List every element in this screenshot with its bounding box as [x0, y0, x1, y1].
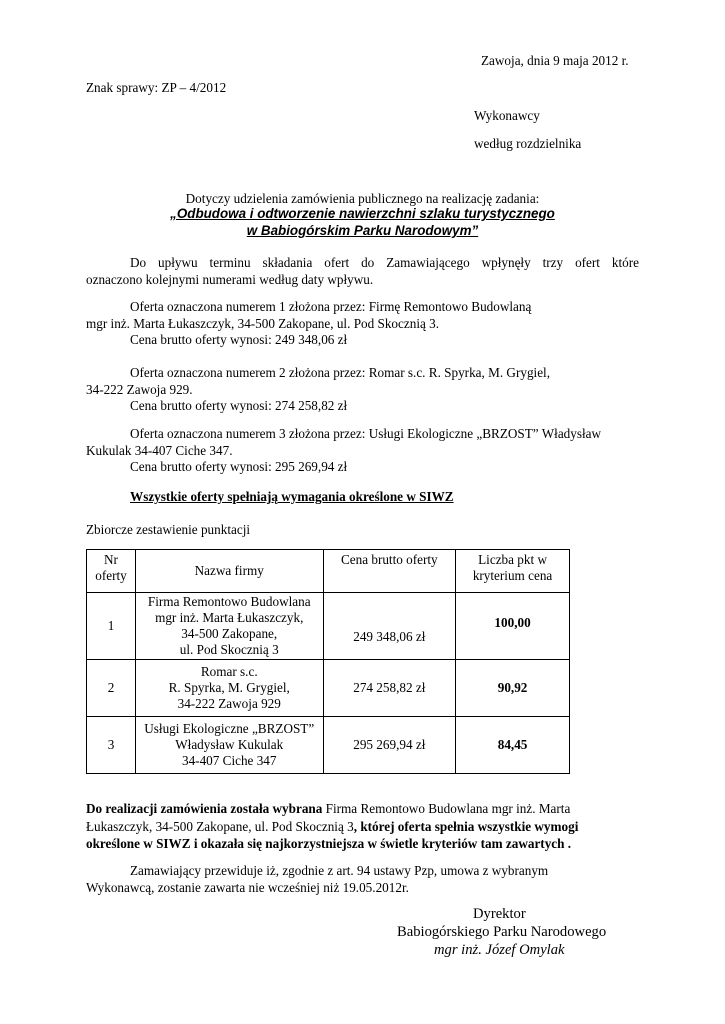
- closing-paragraph: [86, 862, 639, 896]
- decision-line-3: określone w SIWZ i okazała się najkorzystniejsza w świetle kryteriów tam zawartych .: [86, 836, 572, 851]
- row-1-name: [135, 593, 323, 660]
- row-1-price-value: 249 348,06 zł: [353, 629, 426, 644]
- decision-lead-bold: Do realizacji zamówienia została wybrana: [86, 801, 323, 816]
- recipient-line-1: Wykonawcy: [474, 108, 540, 123]
- decision-line-2: [86, 818, 639, 836]
- offer-3-block: [86, 426, 639, 476]
- table-row: [87, 593, 570, 660]
- intro-line-2: oznaczono kolejnymi numerami według daty wpływu.: [86, 271, 374, 287]
- decision-line-1: [86, 800, 639, 818]
- offer-1-price: Cena brutto oferty wynosi: 249 348,06 zł: [130, 332, 348, 347]
- row-1-name-line: Firma Remontowo Budowlana: [147, 594, 311, 609]
- signature-organization: Babiogórskiego Parku Narodowego: [397, 924, 607, 940]
- row-2-points: 90,92: [456, 660, 570, 717]
- row-1-name-line: ul. Pod Skocznią 3: [179, 642, 279, 657]
- offer-1-line-1: Oferta oznaczona numerem 1 złożona przez: Firmę Remontowo Budowlaną: [130, 299, 532, 314]
- compliance-statement: Wszystkie oferty spełniają wymagania określone w SIWZ: [130, 489, 454, 504]
- signature-name: mgr inż. Józef Omylak: [434, 942, 565, 958]
- row-2-name-line: 34-222 Zawoja 929: [177, 696, 281, 711]
- row-3-name: [135, 717, 323, 774]
- header-name: Nazwa firmy: [135, 550, 323, 593]
- offer-2-price: Cena brutto oferty wynosi: 274 258,82 zł: [130, 398, 348, 413]
- decision-lead-normal: Firma Remontowo Budowlana mgr inż. Marta: [322, 801, 571, 816]
- offer-3-price: Cena brutto oferty wynosi: 295 269,94 zł: [130, 459, 348, 474]
- row-1-nr: 1: [87, 593, 136, 660]
- place-date: Zawoja, dnia 9 maja 2012 r.: [481, 53, 629, 68]
- subject-intro: Dotyczy udzielenia zamówienia publicznego na realizację zadania:: [185, 191, 540, 206]
- decision-paragraph: [86, 800, 639, 853]
- intro-paragraph: [86, 255, 639, 288]
- scoring-table: [86, 549, 570, 774]
- table-row: [87, 660, 570, 717]
- header-points: Liczba pkt w kryterium cena: [456, 550, 570, 593]
- subject-title-line-1: „Odbudowa i odtworzenie nawierzchni szlaku turystycznego: [170, 206, 555, 221]
- row-3-price: 295 269,94 zł: [323, 717, 456, 774]
- summary-label: Zbiorcze zestawienie punktacji: [86, 522, 251, 537]
- table-row: [87, 717, 570, 774]
- offer-2-line-1: Oferta oznaczona numerem 2 złożona przez: Romar s.c. R. Spyrka, M. Grygiel,: [130, 365, 551, 380]
- row-2-nr: 2: [87, 660, 136, 717]
- closing-line-1: Zamawiający przewiduje iż, zgodnie z art. 94 ustawy Pzp, umowa z wybranym: [130, 863, 549, 878]
- offer-3-line-1: Oferta oznaczona numerem 3 złożona przez: Usługi Ekologiczne „BRZOST” Władysław: [130, 426, 602, 441]
- offer-1-line-2: mgr inż. Marta Łukaszczyk, 34-500 Zakopane, ul. Pod Skocznią 3.: [86, 315, 440, 331]
- row-1-name-line: 34-500 Zakopane,: [181, 626, 278, 641]
- offer-2-line-2: 34-222 Zawoja 929.: [86, 381, 193, 397]
- row-3-name-line: Usługi Ekologiczne „BRZOST”: [144, 721, 315, 736]
- offer-2-block: [86, 365, 639, 415]
- table-header-row: [87, 550, 570, 593]
- row-2-name: [135, 660, 323, 717]
- row-3-points: 84,45: [456, 717, 570, 774]
- decision-line-2-normal: Łukaszczyk, 34-500 Zakopane, ul. Pod Skocznią 3: [86, 818, 354, 834]
- row-1-price: [323, 593, 456, 660]
- row-1-points: 100,00: [456, 593, 570, 660]
- row-2-price: 274 258,82 zł: [323, 660, 456, 717]
- signature-title: Dyrektor: [473, 906, 526, 922]
- recipient-line-2: według rozdzielnika: [474, 136, 582, 151]
- offer-1-block: [86, 299, 639, 349]
- offer-3-line-2: Kukulak 34-407 Ciche 347.: [86, 442, 233, 458]
- header-nr: Nr oferty: [87, 550, 136, 593]
- subject-title-line-2: w Babiogórskim Parku Narodowym”: [246, 223, 479, 238]
- row-2-name-line: R. Spyrka, M. Grygiel,: [168, 680, 290, 695]
- row-2-name-line: Romar s.c.: [200, 664, 258, 679]
- header-price: Cena brutto oferty: [323, 550, 456, 593]
- row-3-name-line: Władysław Kukulak: [175, 737, 284, 752]
- row-1-name-line: mgr inż. Marta Łukaszczyk,: [155, 610, 304, 625]
- case-reference: Znak sprawy: ZP – 4/2012: [86, 80, 227, 95]
- decision-line-2-bold: , której oferta spełnia wszystkie wymogi: [353, 818, 579, 834]
- closing-line-2: Wykonawcą, zostanie zawarta nie wcześniej niż 19.05.2012r.: [86, 880, 409, 895]
- row-3-nr: 3: [87, 717, 136, 774]
- intro-line-1: Do upływu terminu składania ofert do Zamawiającego wpłynęły trzy ofert które: [130, 255, 639, 270]
- row-3-name-line: 34-407 Ciche 347: [181, 753, 277, 768]
